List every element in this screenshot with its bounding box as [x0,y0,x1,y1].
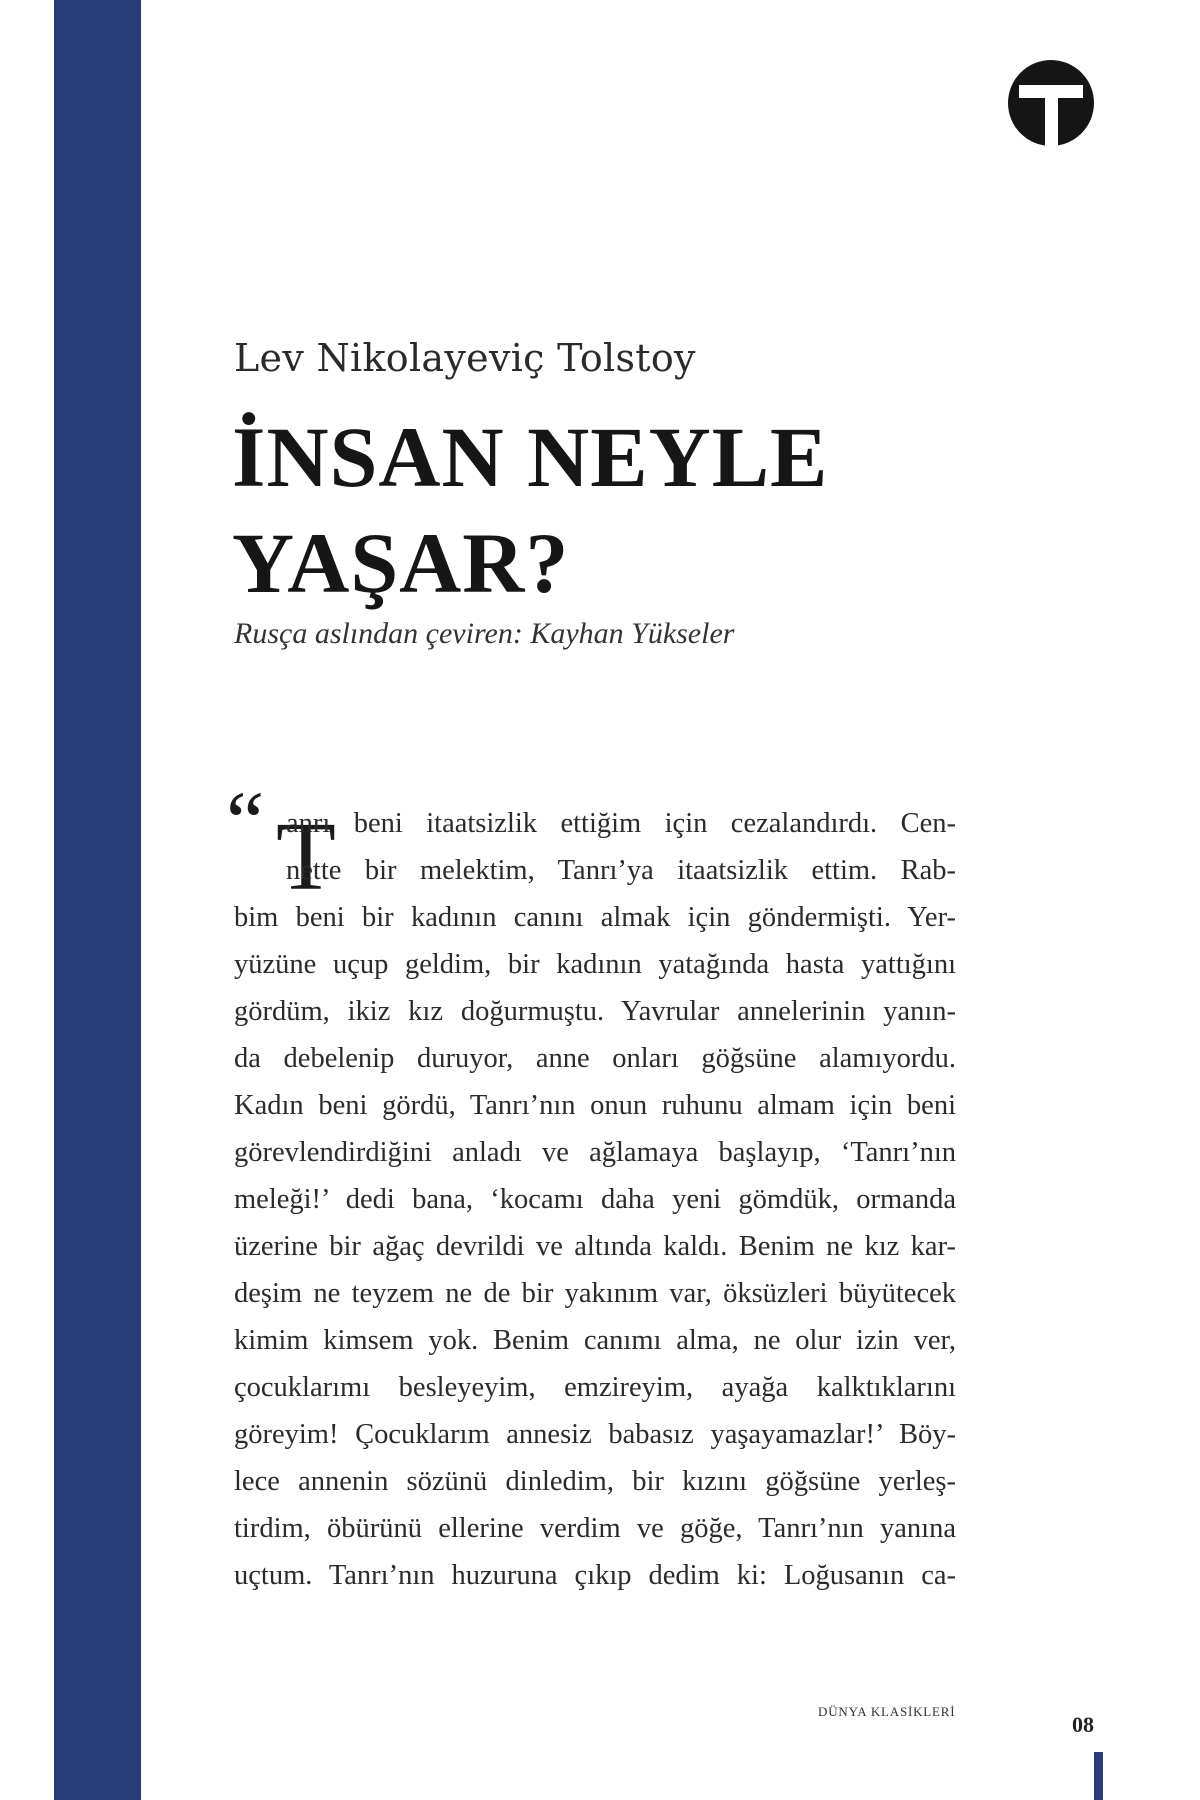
book-title [232,404,828,616]
publisher-t-logo-icon [1006,58,1096,148]
excerpt-line: nette bir melektim, Tanrı’ya itaatsizlik ettim. Rab- [286,855,956,886]
book-title-line-1: İNSAN NEYLE [232,409,829,505]
excerpt-line: bim beni bir kadının canını almak için göndermişti. Yer- [234,902,956,933]
excerpt-line: göreyim! Çocuklarım annesiz babasız yaşayamazlar!’ Böy- [234,1419,956,1450]
excerpt-line: gördüm, ikiz kız doğurmuştu. Yavrular annelerinin yanın- [234,996,956,1027]
excerpt-line: Kadın beni gördü, Tanrı’nın onun ruhunu almam için beni [234,1090,956,1121]
excerpt-line: yüzüne uçup geldim, bir kadının yatağında hasta yattığını [234,949,956,980]
excerpt-line: uçtum. Tanrı’nın huzuruna çıkıp dedim ki: Loğusanın ca- [234,1560,956,1591]
excerpt-line: anrı beni itaatsizlik ettiğim için cezalandırdı. Cen- [286,808,956,839]
excerpt-text [234,800,956,1599]
excerpt-line: meleği!’ dedi bana, ‘kocamı daha yeni gömdük, ormanda [234,1184,956,1215]
excerpt-line: üzerine bir ağaç devrildi ve altında kaldı. Benim ne kız kar- [234,1231,956,1262]
translator-credit: Rusça aslından çeviren: Kayhan Yükseler [234,617,735,650]
excerpt-line: lece annenin sözünü dinledim, bir kızını göğsüne yerleş- [234,1466,956,1497]
excerpt-line: tirdim, öbürünü ellerine verdim ve göğe, Tanrı’nın yanına [234,1513,956,1544]
series-number: 08 [1072,1712,1094,1737]
excerpt-line: da debelenip duruyor, anne onları göğsüne alamıyordu. [234,1043,956,1074]
excerpt-line: çocuklarımı besleyeyim, emzireyim, ayağa kalktıklarını [234,1372,956,1403]
book-title-line-2: YAŞAR? [232,515,570,611]
excerpt-line: görevlendirdiğini anladı ve ağlamaya başlayıp, ‘Tanrı’nın [234,1137,956,1168]
blue-spine-band [54,0,141,1800]
drop-cap-letter: T [276,803,336,911]
author-name: Lev Nikolayeviç Tolstoy [234,336,696,380]
blue-corner-mark [1094,1752,1103,1800]
excerpt-line: kimim kimsem yok. Benim canımı alma, ne olur izin ver, [234,1325,956,1356]
open-quote-mark: “ [226,773,265,869]
series-label: DÜNYA KLASİKLERİ [818,1704,956,1719]
excerpt-line: deşim ne teyzem ne de bir yakınım var, öksüzleri büyütecek [234,1278,956,1309]
